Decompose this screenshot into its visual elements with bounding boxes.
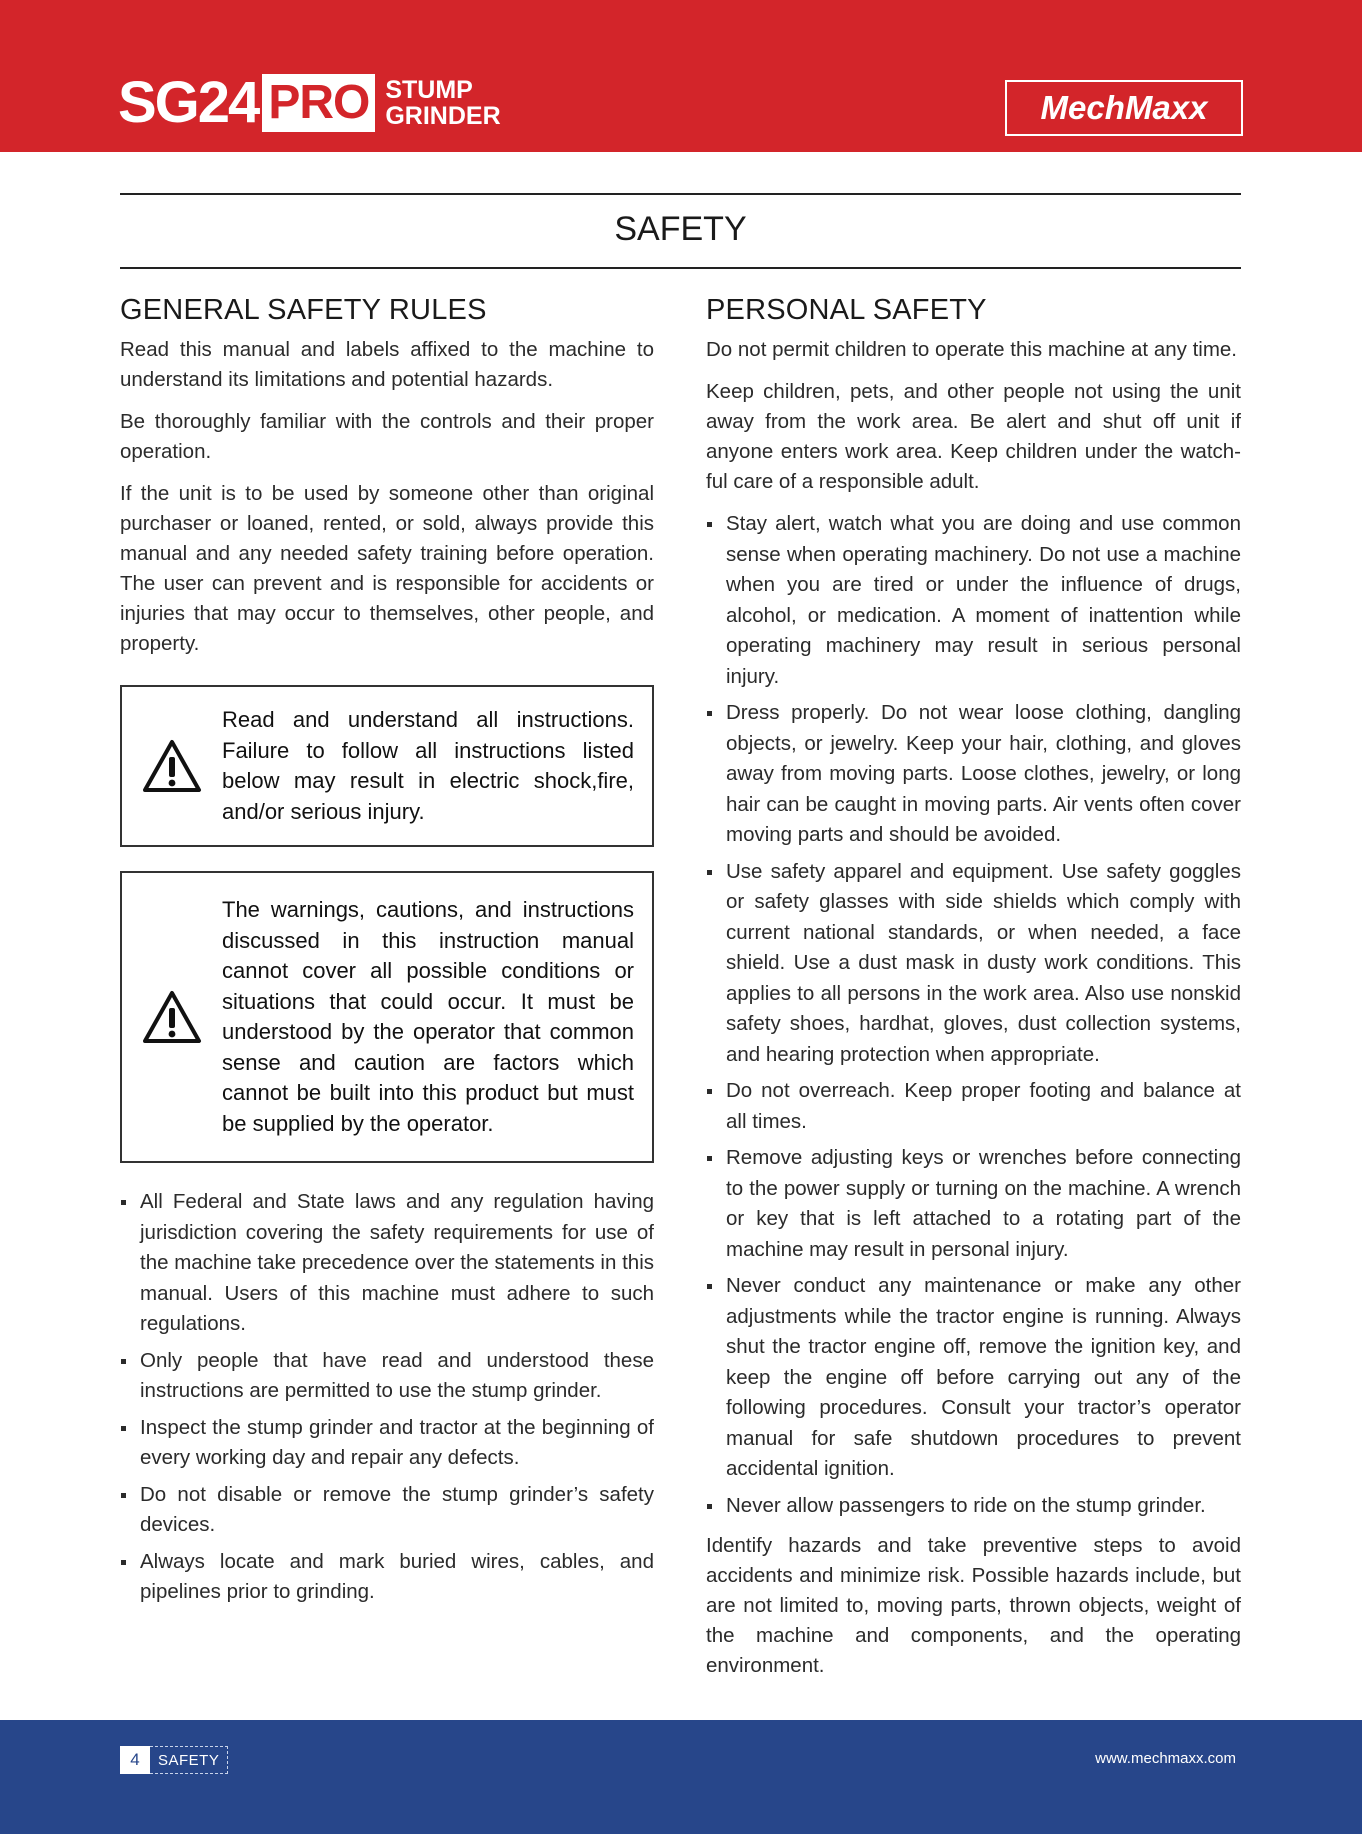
general-paragraph: Be thoroughly familiar with the controls and their proper operation. (120, 410, 654, 463)
list-item: Only people that have read and understood these instructions are permitted to use the stump grinder. (120, 1346, 654, 1407)
footer-band (0, 1720, 1362, 1834)
list-item: All Federal and State laws and any regulation having jurisdiction covering the safety requirements for use of the machine take precedence over the statements in this manual. Users of this machine must adhere to such regulations. (120, 1187, 654, 1340)
general-paragraph: Read this manual and labels affixed to the machine to understand its limitations and potential hazards. (120, 338, 654, 391)
title-bottom-rule (120, 267, 1241, 269)
personal-bullet-list (706, 509, 1241, 1521)
warning-triangle-icon (122, 990, 222, 1044)
footer-page-label (120, 1746, 228, 1774)
warning-box-instructions (120, 685, 654, 847)
list-item: Inspect the stump grinder and tractor at the beginning of every working day and repair any defects. (120, 1413, 654, 1474)
warning-box-common-sense (120, 871, 654, 1163)
logo-line2: GRINDER (385, 102, 501, 130)
list-item: Never allow passengers to ride on the stump grinder. (706, 1491, 1241, 1522)
logo-text (385, 77, 500, 129)
page-title: SAFETY (614, 210, 747, 248)
list-item: Stay alert, watch what you are doing and use common sense when operating machinery. Do not use a machine when you are tired or under the influence of drugs, alcohol, or medication. A moment of inattention while operating machinery may result in serious personal injury. (706, 509, 1241, 692)
page-number: 4 (120, 1746, 150, 1774)
warning-text: The warnings, cautions, and instructions discussed in this instruction manual cannot cover all possible conditions or situations that could occur. It must be understood by the operator that common sense and caution are factors which cannot be built into this product but must be supplied by the operator. (222, 897, 634, 1136)
general-bullet-list (120, 1187, 654, 1608)
title-top-rule (120, 193, 1241, 195)
warning-triangle-icon (122, 739, 222, 793)
logo-line1: STUMP (385, 76, 473, 104)
personal-safety-column (706, 294, 1241, 1693)
personal-paragraph: Keep children, pets, and other people not using the unit away from the work area. Be alert and shut off unit if anyone enters work area. Keep children under the watchful care of a responsible adult. (706, 380, 1241, 493)
product-logo (118, 68, 501, 138)
general-safety-heading: GENERAL SAFETY RULES (120, 294, 487, 326)
personal-closing-paragraph: Identify hazards and take preventive steps to avoid accidents and minimize risk. Possible hazards include, but are not limited to, moving parts, thrown objects, weight of the machine and components, and the operating environment. (706, 1534, 1241, 1677)
list-item: Never conduct any maintenance or make any other adjustments while the tractor engine is running. Always shut the tractor engine off, remove the ignition key, and keep the engine off before carrying out any of the following procedures. Consult your tractor’s operator manual for safe shutdown procedures to prevent accidental ignition. (706, 1271, 1241, 1485)
footer-website-link[interactable]: www.mechmaxx.com (1095, 1750, 1236, 1767)
list-item: Do not overreach. Keep proper footing and balance at all times. (706, 1076, 1241, 1137)
list-item: Use safety apparel and equipment. Use safety goggles or safety glasses with side shields which comply with current national standards, or when needed, a face shield. Use a dust mask in dusty work conditions. This applies to all persons in the work area. Also use nonskid safety shoes, hardhat, gloves, dust collection systems, and hearing protection when appropriate. (706, 857, 1241, 1071)
list-item: Dress properly. Do not wear loose clothing, dangling objects, or jewelry. Keep your hair, clothing, and gloves away from moving parts. Loose clothes, jewelry, or long hair can be caught in moving parts. Air vents often cover moving parts and should be avoided. (706, 698, 1241, 851)
logo-pro: PRO (262, 74, 375, 132)
logo-model: SG24 (118, 70, 259, 135)
list-item: Always locate and mark buried wires, cables, and pipelines prior to grinding. (120, 1547, 654, 1608)
footer-section-name: SAFETY (150, 1746, 228, 1774)
general-safety-column (120, 294, 654, 1614)
brand-logo: MechMaxx (1005, 80, 1243, 136)
general-paragraph: If the unit is to be used by someone other than original purchaser or loaned, rented, or sold, always provide this manual and any needed safety training before operation. The user can prevent and is responsible for accidents or injuries that may occur to themselves, other people, and property. (120, 482, 654, 655)
warning-text: Read and understand all instructions. Failure to follow all instructions listed below may result in electric shock,fire, and/or serious injury. (222, 707, 634, 824)
personal-paragraph: Do not permit children to operate this machine at any time. (706, 338, 1237, 361)
list-item: Do not disable or remove the stump grinder’s safety devices. (120, 1480, 654, 1541)
personal-safety-heading: PERSONAL SAFETY (706, 294, 987, 326)
list-item: Remove adjusting keys or wrenches before connecting to the power supply or turning on the machine. A wrench or key that is left attached to a rotating part of the machine may result in personal injury. (706, 1143, 1241, 1265)
